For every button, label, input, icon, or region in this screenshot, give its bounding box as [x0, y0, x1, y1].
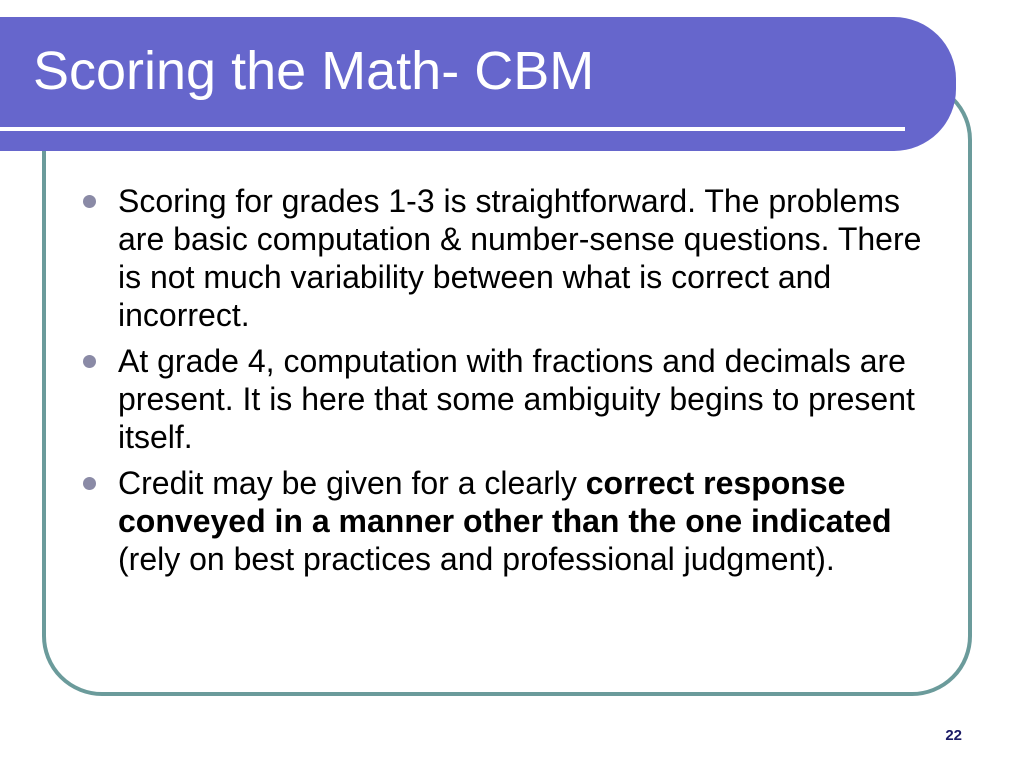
bullet-text: At grade 4, computation with fractions and decimals are present. It is here that some ambiguity begins to present itself. [118, 343, 915, 455]
bullet-dot-icon [83, 355, 96, 368]
bullet-item [82, 342, 952, 456]
bullet-item [82, 464, 952, 578]
bullet-text-emphasis: correct response conveyed in a manner other than the one indicated [118, 465, 892, 539]
bullet-text-end: (rely on best practices and professional judgment). [118, 541, 835, 577]
title-underline [0, 127, 905, 131]
bullet-dot-icon [83, 195, 96, 208]
bullet-text: Scoring for grades 1-3 is straightforward. The problems are basic computation & number-sense questions. There is not much variability between what is correct and incorrect. [118, 183, 922, 333]
bullet-item [82, 182, 952, 334]
bullet-text-start: Credit may be given for a clearly [118, 465, 586, 501]
bullet-list [82, 182, 952, 586]
page-number: 22 [945, 727, 962, 744]
bullet-text [118, 465, 891, 577]
bullet-dot-icon [83, 477, 96, 490]
slide-title: Scoring the Math- CBM [33, 41, 595, 101]
